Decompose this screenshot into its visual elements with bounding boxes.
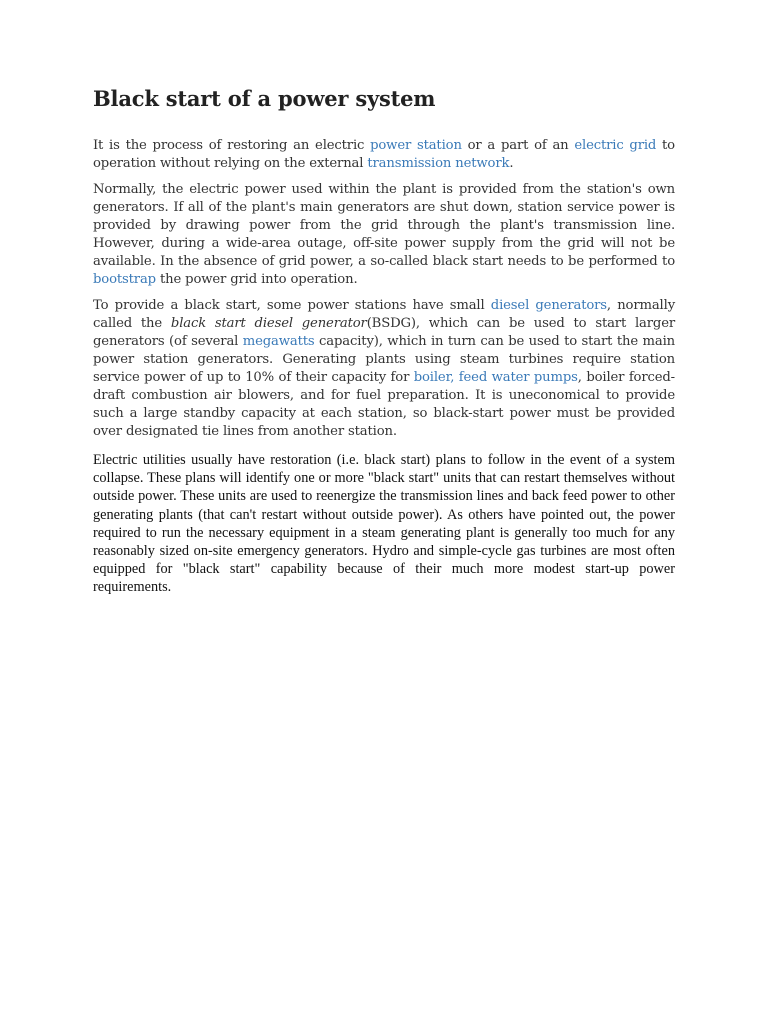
link-diesel-generators[interactable]: diesel generators [490,298,607,313]
text-run: To provide a black start, some power stations have small [93,298,491,313]
text-run: Normally, the electric power used within the plant is provided from the station's own generators. If all of the plant's main generators are shut down, station service power is provided by drawing power from the grid through the plant's transmission line. However, during a wide-area outage, off-site power supply from the grid will not be available. In the absence of grid power, a so-called black start needs to be performed to [93,182,675,269]
paragraph-normal-operation [93,181,675,289]
link-power-station[interactable]: power station [370,138,462,153]
text-run: , boiler forced-draft combustion air blowers, and for fuel preparation. It is uneconomical to provide such a large standby capacity at each station, so black-start power must be provided over designated tie lines from another station. [93,370,675,439]
link-megawatts[interactable]: megawatts [242,334,315,349]
text-run: It is the process of restoring an electric [93,138,371,153]
text-run: capacity), which in turn can be used to start the main power station generators. Generating plants using steam turbines require station service power of up to 10% of their capacity for [93,334,675,385]
text-run: or a part of an [461,138,575,153]
text-run: to operation without relying on the external [93,138,675,171]
paragraph-restoration-plans: Electric utilities usually have restoration (i.e. black start) plans to follow in the event of a system collapse. These plans will identify one or more "black start" units that can restart themselves without outside power. These units are used to reenergize the transmission lines and back feed power to other generating plants (that can't restart without outside power). As others have pointed out, the power required to run the necessary equipment in a steam generating plant is generally too much for any reasonably sized on-site emergency generators. Hydro and simple-cycle gas turbines are most often equipped for "black start" capability because of their much more modest start-up power requirements. [93,452,675,596]
text-run: , normally called the [93,298,675,331]
link-electric-grid[interactable]: electric grid [574,138,657,153]
page-title: Black start of a power system [93,86,436,111]
document-page [93,84,675,597]
text-run: . [509,156,514,171]
link-boiler-feed-water-pumps[interactable]: boiler, feed water pumps [413,370,578,385]
italic-term-bsdg: black start diesel generator [170,316,367,331]
text-run: the power grid into operation. [155,272,358,287]
link-bootstrap[interactable]: bootstrap [93,272,156,287]
link-transmission-network[interactable]: transmission network [367,156,510,171]
paragraph-black-start-provision [93,297,675,441]
text-run: (BSDG), which can be used to start larger generators (of several [93,316,675,349]
paragraph-definition [93,137,675,173]
